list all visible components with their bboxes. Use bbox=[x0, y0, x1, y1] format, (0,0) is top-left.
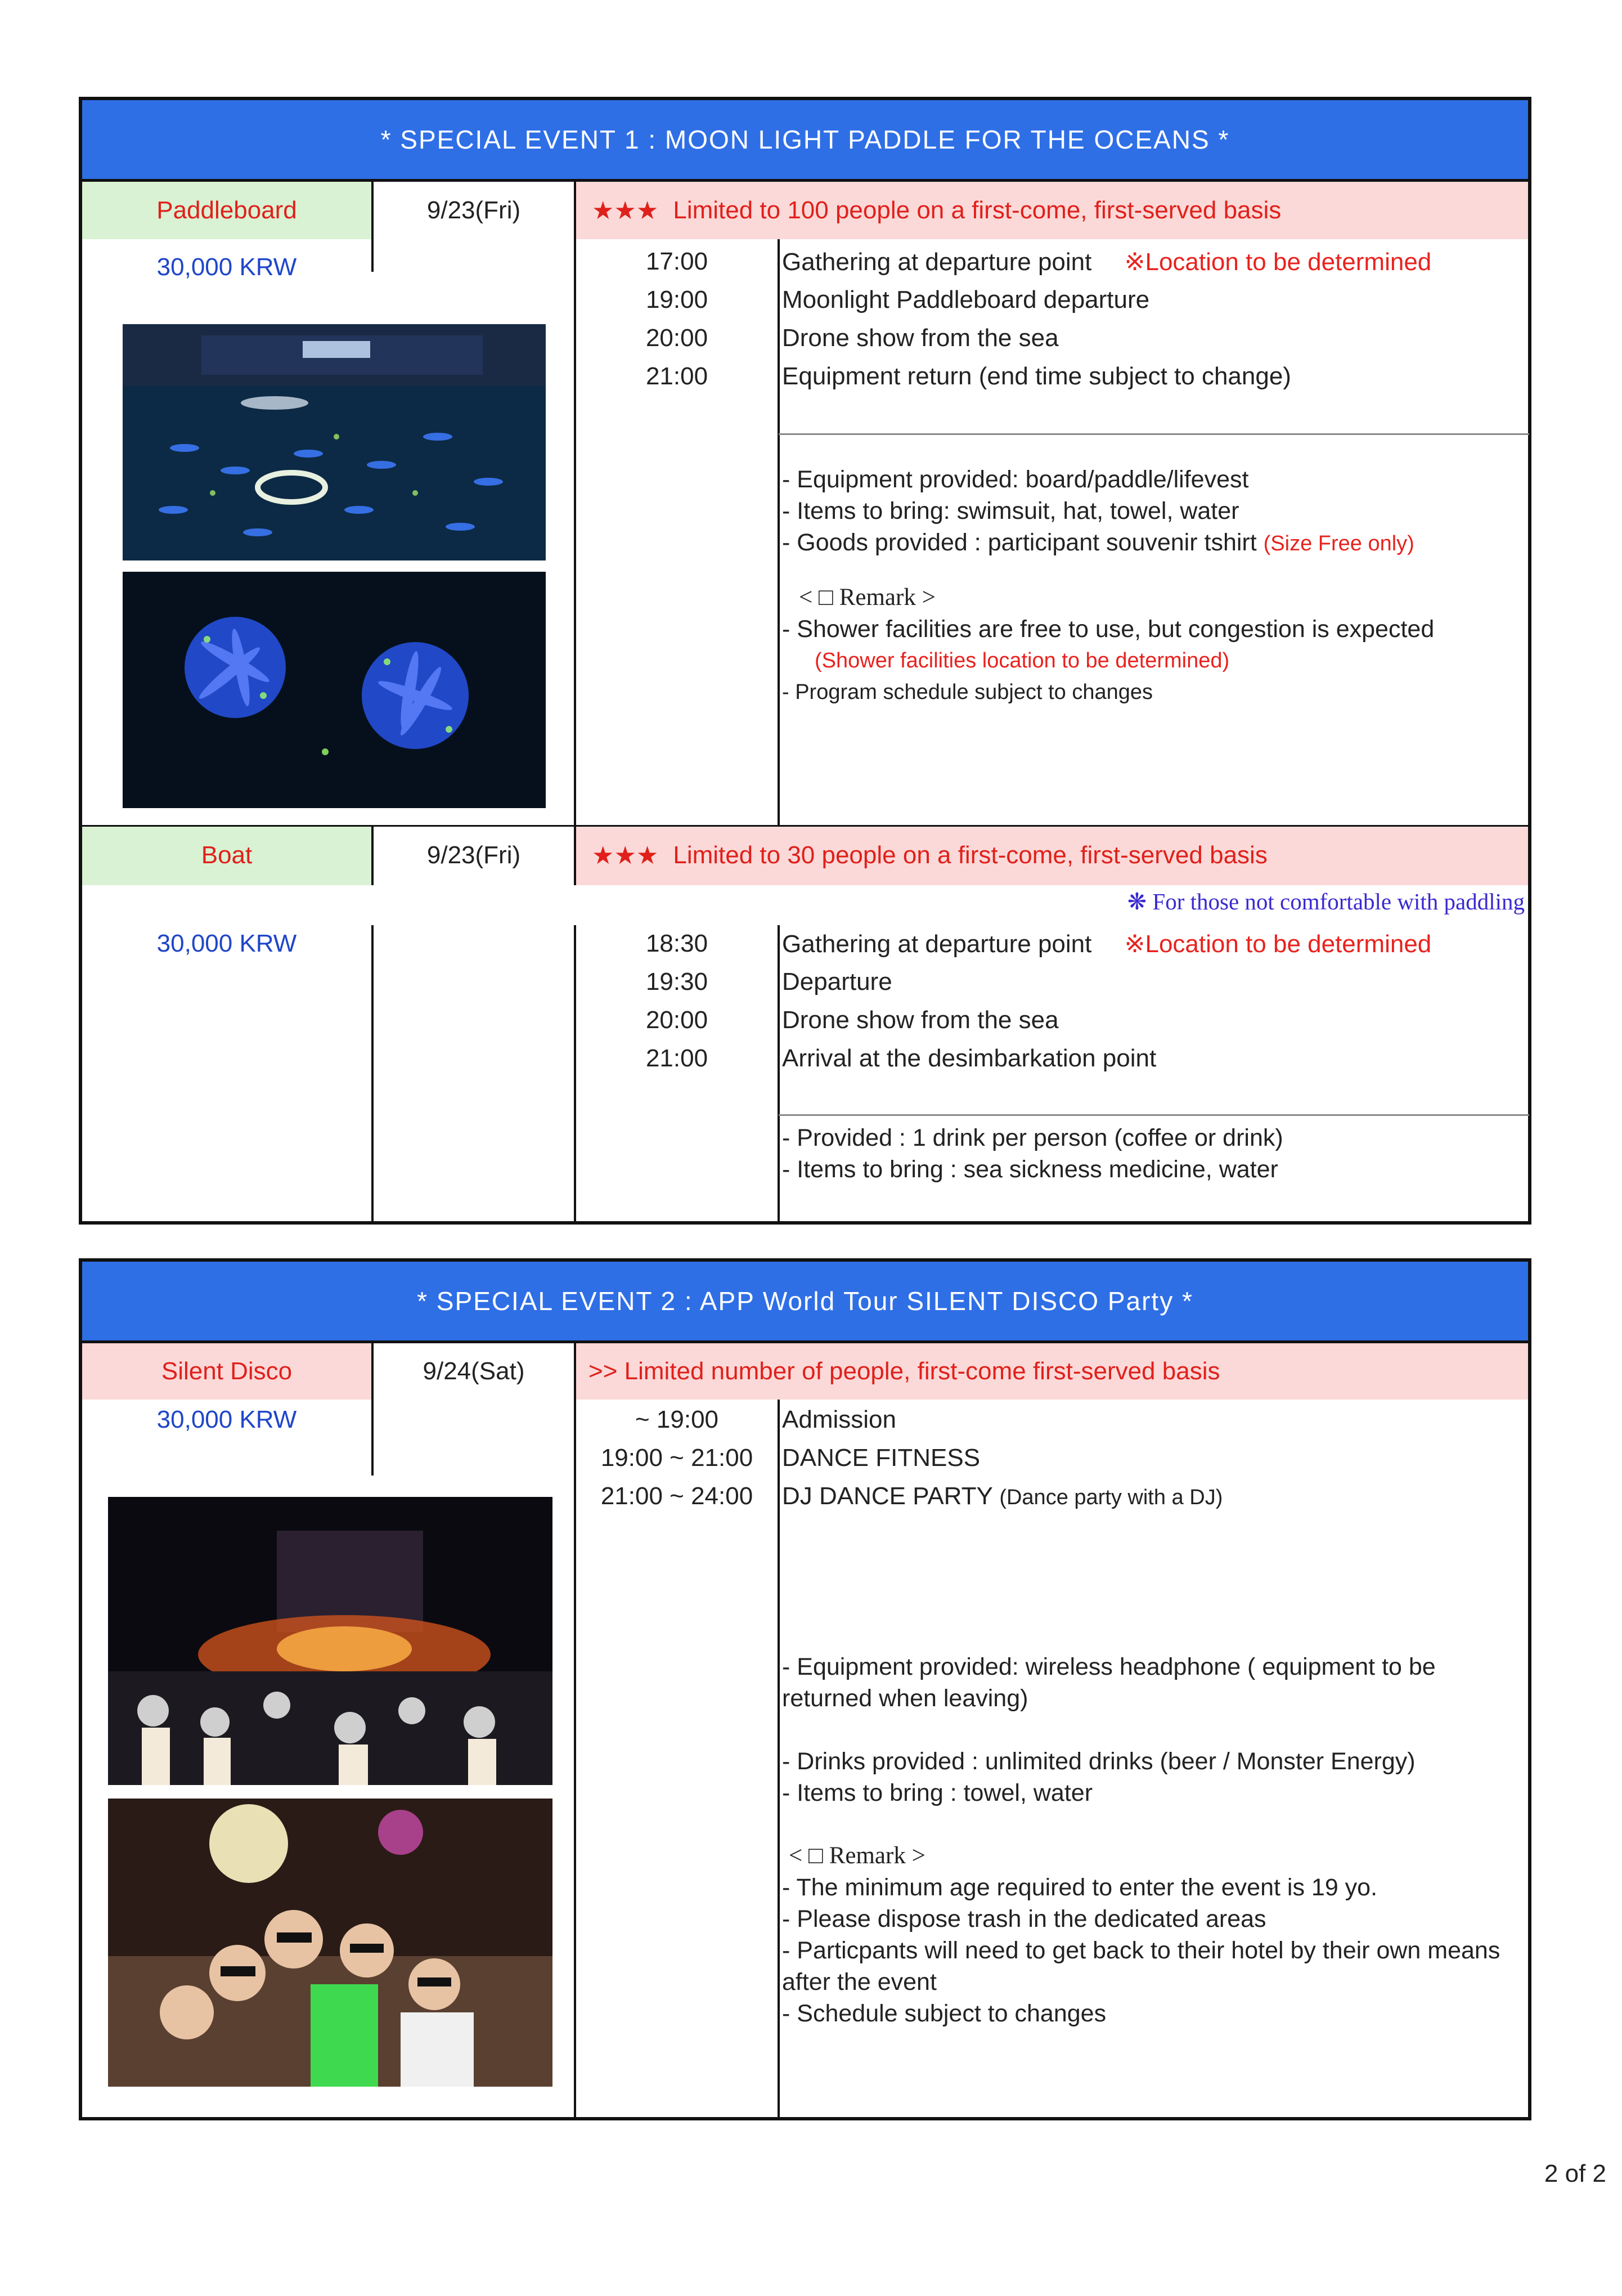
schedule-desc: Gathering at departure point ※Location to be determined bbox=[782, 930, 1432, 958]
schedule-time: 17:00 bbox=[645, 248, 708, 275]
schedule-desc: Drone show from the sea bbox=[782, 1006, 1059, 1034]
schedule-time: 21:00 bbox=[645, 1044, 708, 1072]
schedule-desc: Equipment return (end time subject to change) bbox=[782, 362, 1291, 390]
special-event-1-table bbox=[79, 97, 1531, 1225]
schedule-desc: DANCE FITNESS bbox=[782, 1444, 981, 1472]
event1-title: * SPECIAL EVENT 1 : MOON LIGHT PADDLE FOR THE OCEANS * bbox=[82, 100, 1528, 182]
schedule-time: 21:00 ~ 24:00 bbox=[600, 1482, 753, 1510]
divider bbox=[779, 1114, 1529, 1116]
divider bbox=[371, 826, 374, 885]
schedule-time: ~ 19:00 bbox=[635, 1406, 719, 1433]
divider bbox=[82, 825, 1528, 827]
paddleboard-limit-banner bbox=[576, 182, 1528, 239]
stars-icon: ★★★ bbox=[592, 196, 659, 225]
schedule-time: 19:30 bbox=[645, 968, 708, 995]
schedule-time: 20:00 bbox=[645, 1006, 708, 1034]
location-note: ※Location to be determined bbox=[1124, 930, 1432, 958]
paddleboard-date: 9/23(Fri) bbox=[426, 196, 521, 224]
divider bbox=[371, 1343, 374, 1400]
divider bbox=[371, 1400, 374, 1476]
schedule-time: 19:00 bbox=[645, 286, 708, 313]
divider bbox=[778, 925, 780, 1221]
schedule-desc: Drone show from the sea bbox=[782, 324, 1059, 352]
divider bbox=[574, 182, 576, 835]
disco-notes: - Equipment provided: wireless headphone ( equipment to be returned when leaving) - Drinks provided : unlimited drinks (beer / Monster Energy) - Items to bring : towel, water < □ Remark > - The minimum age required to enter the event is 19 yo. - Please dispose trash in the dedicated areas - Particpants will need to get back to their hotel by their own means after the event - Schedule subject to changes bbox=[782, 1653, 1500, 2027]
schedule-desc: Gathering at departure point ※Location to be determined bbox=[782, 248, 1432, 276]
schedule-desc: Arrival at the desimbarkation point bbox=[782, 1044, 1157, 1072]
paddleboard-photo-2 bbox=[123, 572, 546, 808]
event2-title: * SPECIAL EVENT 2 : APP World Tour SILENT DISCO Party * bbox=[82, 1262, 1528, 1343]
disco-limit-banner: >> Limited number of people, first-come first-served basis bbox=[576, 1343, 1528, 1400]
disco-photo-1 bbox=[108, 1497, 552, 1785]
schedule-desc: Admission bbox=[782, 1406, 896, 1433]
location-note: ※Location to be determined bbox=[1124, 248, 1432, 276]
schedule-time: 20:00 bbox=[645, 324, 708, 352]
paddleboard-notes: - Equipment provided: board/paddle/lifevest - Items to bring: swimsuit, hat, towel, water - Goods provided : participant souvenir tshirt (Size Free only) < □ Remark > - Shower facilities are free to use, but congestion is expected (Shower facilities location to be determined) - Program schedule subject to changes bbox=[782, 466, 1435, 704]
paddleboard-photo-1 bbox=[123, 324, 546, 560]
boat-notes: - Provided : 1 drink per person (coffee or drink) - Items to bring : sea sickness medicine, water bbox=[782, 1124, 1283, 1183]
divider bbox=[574, 826, 576, 885]
divider bbox=[779, 433, 1529, 435]
schedule-time: 18:30 bbox=[645, 930, 708, 957]
schedule-desc: Departure bbox=[782, 968, 892, 995]
divider bbox=[371, 239, 374, 272]
boat-price: 30,000 KRW bbox=[156, 930, 297, 957]
paddleboard-type-cell: Paddleboard bbox=[82, 182, 371, 239]
disco-type-cell: Silent Disco bbox=[82, 1343, 371, 1400]
schedule-desc: Moonlight Paddleboard departure bbox=[782, 286, 1150, 313]
divider bbox=[371, 182, 374, 239]
stars-icon: ★★★ bbox=[592, 841, 659, 869]
special-event-2-table bbox=[79, 1258, 1531, 2120]
paddleboard-price: 30,000 KRW bbox=[156, 253, 297, 281]
boat-type-cell: Boat bbox=[82, 826, 371, 885]
disco-price: 30,000 KRW bbox=[156, 1406, 297, 1433]
schedule-time: 21:00 bbox=[645, 362, 708, 390]
divider bbox=[778, 239, 780, 835]
page-number: 2 of 2 bbox=[1544, 2160, 1606, 2187]
schedule-desc: DJ DANCE PARTY (Dance party with a DJ) bbox=[782, 1482, 1223, 1510]
paddleboard-limit-text: Limited to 100 people on a first-come, first-served basis bbox=[673, 196, 1282, 224]
divider bbox=[778, 1400, 780, 2117]
boat-date: 9/23(Fri) bbox=[426, 841, 521, 869]
disco-date: 9/24(Sat) bbox=[423, 1357, 525, 1385]
boat-limit-banner bbox=[576, 826, 1528, 885]
divider bbox=[371, 925, 374, 1221]
disco-photo-2 bbox=[108, 1799, 552, 2087]
boat-limit-text: Limited to 30 people on a first-come, first-served basis bbox=[673, 841, 1268, 869]
boat-comfort-note: ❋ For those not comfortable with paddling bbox=[1127, 889, 1525, 914]
schedule-time: 19:00 ~ 21:00 bbox=[600, 1444, 753, 1472]
